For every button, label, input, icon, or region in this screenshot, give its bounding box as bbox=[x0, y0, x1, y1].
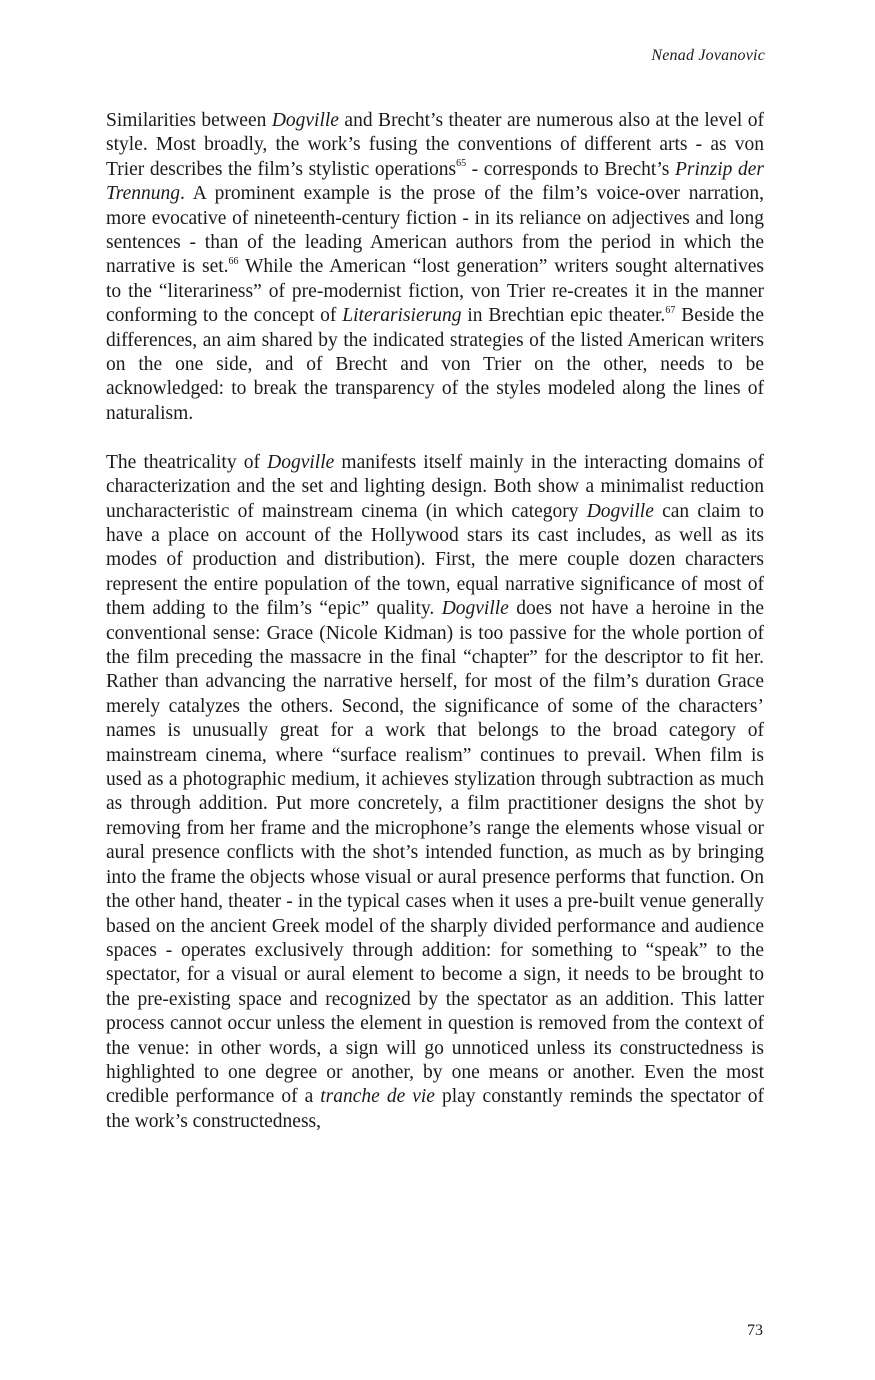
italic-title: tranche de vie bbox=[320, 1086, 435, 1108]
italic-title: Dogville bbox=[441, 598, 509, 620]
text-run: manifests itself mainly in the interacting domains of characterization and the set and lighting design. Both show a minimalist reduction uncharacteristic of mainstream cinema (in which category bbox=[106, 451, 765, 522]
text-run: - corresponds to Brecht’s bbox=[466, 158, 675, 180]
text-run: and Brecht’s theater are numerous also at the level of style. Most broadly, the work’s fusing the conventions of different arts - as von Trier describes the film’s stylistic operations bbox=[106, 110, 764, 180]
footnote-ref: 67 bbox=[665, 304, 676, 316]
italic-title: Prinzip der Trennung bbox=[106, 158, 764, 205]
text-run: The theatricality of bbox=[106, 451, 268, 473]
paragraph-2 bbox=[106, 451, 764, 1134]
paragraph-1 bbox=[106, 109, 764, 426]
italic-title: Dogville bbox=[271, 110, 339, 131]
footnote-ref: 66 bbox=[228, 255, 239, 267]
text-run: Beside the differences, an aim shared by the indicated strategies of the listed American writers on the one side, and of Brecht and von Trier on the other, needs to be acknowledged: to break the transparency of the styles modeled along the lines of naturalism. bbox=[106, 305, 764, 424]
text-run: can claim to have a place on account of the Hollywood stars its cast includes, as well as its modes of production and distribution). First, the mere couple dozen characters represent the entire population of the town, equal narrative significance of most of them adding to the film’s “epic” quality. bbox=[106, 500, 764, 620]
italic-title: Dogville bbox=[267, 451, 335, 473]
running-head-author: Nenad Jovanovic bbox=[651, 47, 765, 64]
text-run: does not have a heroine in the conventional sense: Grace (Nicole Kidman) is too passive for the whole portion of the film preceding the massacre in the final “chapter” for the descriptor to fit her. Rather than advancing the narrative herself, for most of the film’s duration Grace merely catalyzes the others. Second, the significance of some of the characters’ names is unusually great for a work that belongs to the broad category of mainstream cinema, where “surface realism” continues to prevail. When film is used as a photographic medium, it achieves stylization through subtraction as much as through addition. Put more concretely, a film practitioner designs the shot by removing from her frame and the microphone’s range the elements whose visual or aural presence conflicts with the shot’s intended function, as much as by bringing into the frame the objects whose visual or aural presence performs that function. On the other hand, theater - in the typical cases when it uses a pre-built venue generally based on the ancient Greek model of the sharply divided performance and audience spaces - operates exclusively through addition: for something to “speak” to the spectator, for a visual or aural element to become a sign, it needs to be brought to the pre-existing space and recognized by the spectator as an addition. This latter process cannot occur unless the element in question is removed from the context of the venue: in other words, a sign will go unnoticed unless its constructedness is highlighted to one degree or another, by one means or another. Even the most credible performance of a bbox=[106, 598, 764, 1108]
text-run: . A prominent example is the prose of the film’s voice-over narration, more evocative of nineteenth-century fiction - in its reliance on adjectives and long sentences - than of the leading American authors from the period in which the narrative is set. bbox=[106, 183, 764, 278]
text-run: in Brechtian epic theater. bbox=[461, 305, 666, 327]
text-run: While the American “lost generation” writers sought alternatives to the “literariness” of pre-modernist fiction, von Trier re-creates it in the manner conforming to the concept of bbox=[106, 256, 764, 327]
footnote-ref: 65 bbox=[456, 158, 467, 170]
body-text bbox=[106, 109, 764, 1134]
italic-title: Dogville bbox=[586, 500, 654, 522]
italic-title: Literarisierung bbox=[342, 305, 462, 327]
text-run: play constantly reminds the spectator of the work’s constructedness, bbox=[106, 1086, 765, 1132]
text-run: Similarities between bbox=[106, 110, 272, 131]
page-number: 73 bbox=[747, 1322, 763, 1339]
